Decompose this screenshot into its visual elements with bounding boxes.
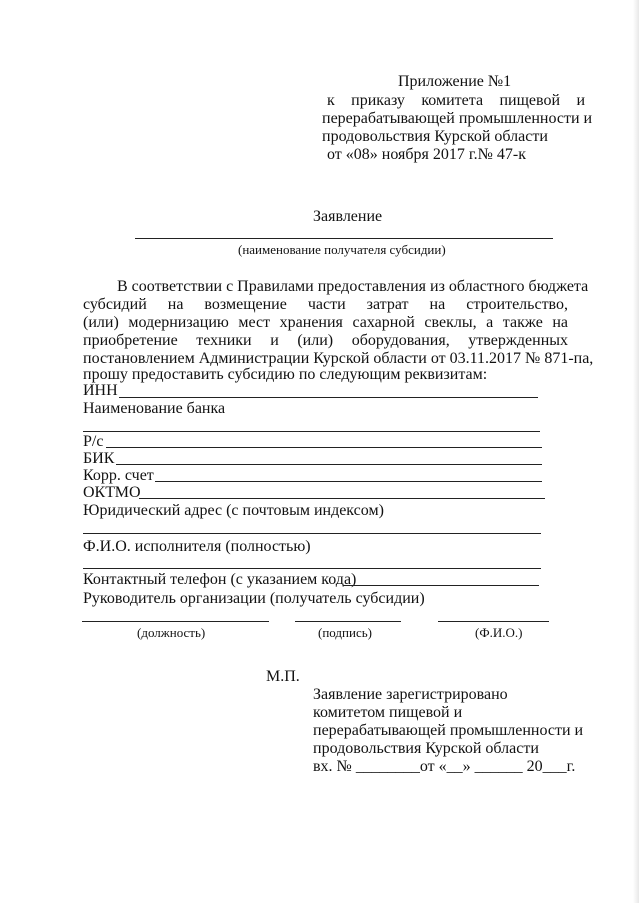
document-heading: Заявление <box>313 208 383 225</box>
signature-caption: (подпись) <box>318 625 372 640</box>
registration-line-3: перерабатывающей промышленности и <box>313 722 584 739</box>
position-caption: (должность) <box>137 625 206 640</box>
body-line-1: В соответствии с Правилами предоставления из областного бюджета <box>117 278 589 295</box>
address-label: Юридический адрес (с почтовым индексом) <box>83 502 384 519</box>
appendix-line-3: продовольствия Курской области <box>322 128 548 145</box>
bank-label: Наименование банка <box>83 400 226 417</box>
oktmo-field[interactable] <box>139 498 545 499</box>
executor-field[interactable] <box>83 568 541 569</box>
position-field[interactable] <box>82 621 269 622</box>
account-label: Р/с <box>83 433 104 450</box>
phone-field[interactable] <box>343 585 539 586</box>
oktmo-label: ОКТМО <box>83 484 141 501</box>
executor-label: Ф.И.О. исполнителя (полностью) <box>83 538 311 555</box>
registration-line-2: комитетом пищевой и <box>313 704 463 721</box>
account-field[interactable] <box>106 447 542 448</box>
appendix-line-2: перерабатывающей промышленности и <box>322 110 593 127</box>
registration-line-4: продовольствия Курской области <box>313 740 539 757</box>
body-line-6: прошу предоставить субсидию по следующим реквизитам: <box>83 366 488 383</box>
appendix-line-1: к приказу комитета пищевой и <box>327 92 585 109</box>
inn-field[interactable] <box>119 397 538 398</box>
body-line-3: (или) модернизацию мест хранения сахарной свеклы, а также на <box>83 314 568 331</box>
registration-number-line: вх. № ________от «__» ______ 20___г. <box>313 758 576 775</box>
inn-label: ИНН <box>83 382 118 399</box>
bank-field[interactable] <box>83 431 540 432</box>
corr-account-label: Корр. счет <box>83 467 154 484</box>
recipient-line <box>135 238 553 239</box>
appendix-line-4: от «08» ноября 2017 г.№ 47-к <box>327 146 527 163</box>
body-line-5: постановлением Администрации Курской области от 03.11.2017 № 871-па, <box>83 350 594 367</box>
body-line-4: приобретение техники и (или) оборудования, утвержденных <box>83 332 568 349</box>
address-field[interactable] <box>83 533 541 534</box>
phone-label: Контактный телефон (с указанием кода) <box>83 571 357 588</box>
head-label: Руководитель организации (получатель субсидии) <box>83 590 425 607</box>
fio-field[interactable] <box>438 621 549 622</box>
page-edge-shadow <box>633 0 639 903</box>
bik-field[interactable] <box>116 464 542 465</box>
recipient-caption: (наименование получателя субсидии) <box>238 242 446 257</box>
registration-line-1: Заявление зарегистрировано <box>313 686 508 703</box>
appendix-title: Приложение №1 <box>398 73 512 90</box>
signature-field[interactable] <box>295 621 401 622</box>
stamp-label: М.П. <box>266 668 300 685</box>
bik-label: БИК <box>83 450 115 467</box>
fio-caption: (Ф.И.О.) <box>475 625 523 640</box>
corr-account-field[interactable] <box>155 481 542 482</box>
body-line-2: субсидий на возмещение части затрат на строительство, <box>83 296 568 313</box>
